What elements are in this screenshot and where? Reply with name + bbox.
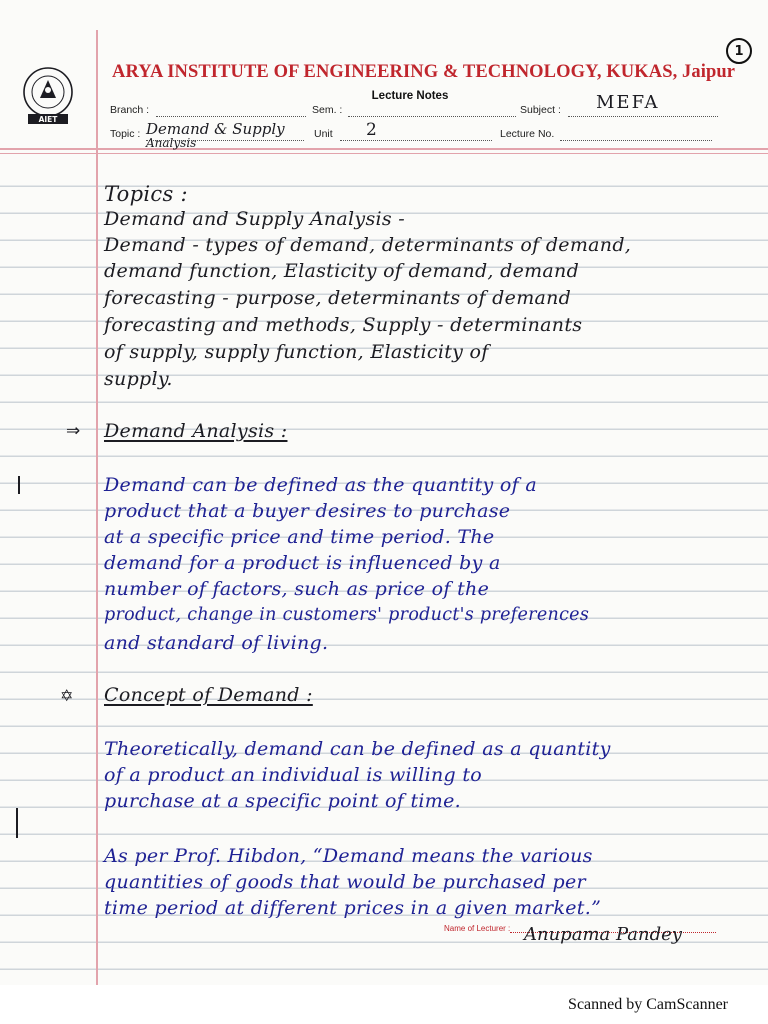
star-bullet-icon: ✡ <box>60 686 74 705</box>
demand-analysis-line: number of factors, such as price of the <box>104 578 490 600</box>
institute-logo <box>18 66 78 126</box>
hibdon-line: quantities of goods that would be purchased per <box>104 871 586 893</box>
arrow-bullet-icon: ⇒ <box>66 421 81 441</box>
topics-line: Demand and Supply Analysis - <box>104 208 405 230</box>
header-rule <box>0 148 768 150</box>
logo-text: AIET <box>38 115 58 124</box>
demand-analysis-line: and standard of living. <box>104 632 329 654</box>
demand-analysis-line: product, change in customers' product's preferences <box>104 605 590 625</box>
topic-value-2: Analysis <box>146 136 197 150</box>
topics-line: supply. <box>104 368 173 390</box>
concept-line: purchase at a specific point of time. <box>104 790 461 812</box>
topics-line: forecasting - purpose, determinants of demand <box>104 287 572 309</box>
unit-value: 2 <box>366 120 377 140</box>
institute-name: ARYA INSTITUTE OF ENGINEERING & TECHNOLOGY, KUKAS, Jaipur <box>112 62 736 82</box>
margin-tick <box>16 808 18 838</box>
branch-dots <box>156 116 306 117</box>
topic-label: Topic : <box>110 128 141 140</box>
topics-line: of supply, supply function, Elasticity of <box>104 341 489 363</box>
subject-label: Subject : <box>520 104 561 116</box>
sem-label: Sem. : <box>312 104 343 116</box>
unit-dots <box>340 140 492 141</box>
concept-line: of a product an individual is willing to <box>104 764 483 786</box>
margin-tick <box>18 476 20 494</box>
subject-dots <box>568 116 718 117</box>
demand-analysis-line: Demand can be defined as the quantity of a <box>104 474 537 496</box>
demand-analysis-heading: Demand Analysis : <box>104 420 288 442</box>
lecturer-label: Name of Lecturer : <box>444 924 511 933</box>
topic-value: Demand & Supply <box>146 120 285 138</box>
lecture-no-label: Lecture No. <box>500 128 555 140</box>
concept-line: Theoretically, demand can be defined as a quantity <box>104 738 611 760</box>
demand-analysis-line: at a specific price and time period. The <box>104 526 495 548</box>
form-title: Lecture Notes <box>371 90 449 102</box>
header-rule-secondary <box>0 153 768 154</box>
hibdon-line: time period at different prices in a given market.” <box>104 897 602 919</box>
lecturer-signature: Anupama Pandey <box>524 924 682 945</box>
lecture-no-dots <box>560 140 712 141</box>
page-number: 1 <box>726 38 752 64</box>
topics-line: Demand - types of demand, determinants of demand, <box>104 234 632 256</box>
scanner-watermark: Scanned by CamScanner <box>568 996 728 1013</box>
demand-analysis-line: demand for a product is influenced by a <box>104 552 501 574</box>
concept-heading: Concept of Demand : <box>104 684 313 706</box>
demand-analysis-line: product that a buyer desires to purchase <box>104 500 511 522</box>
hibdon-line: As per Prof. Hibdon, “Demand means the various <box>104 845 593 867</box>
sem-dots <box>348 116 516 117</box>
subject-value: MEFA <box>596 92 660 113</box>
topics-heading: Topics : <box>104 182 188 206</box>
unit-label: Unit <box>314 128 333 140</box>
topics-line: demand function, Elasticity of demand, demand <box>104 260 580 282</box>
margin-line <box>96 30 98 985</box>
branch-label: Branch : <box>110 104 150 116</box>
topics-line: forecasting and methods, Supply - determinants <box>104 314 583 336</box>
